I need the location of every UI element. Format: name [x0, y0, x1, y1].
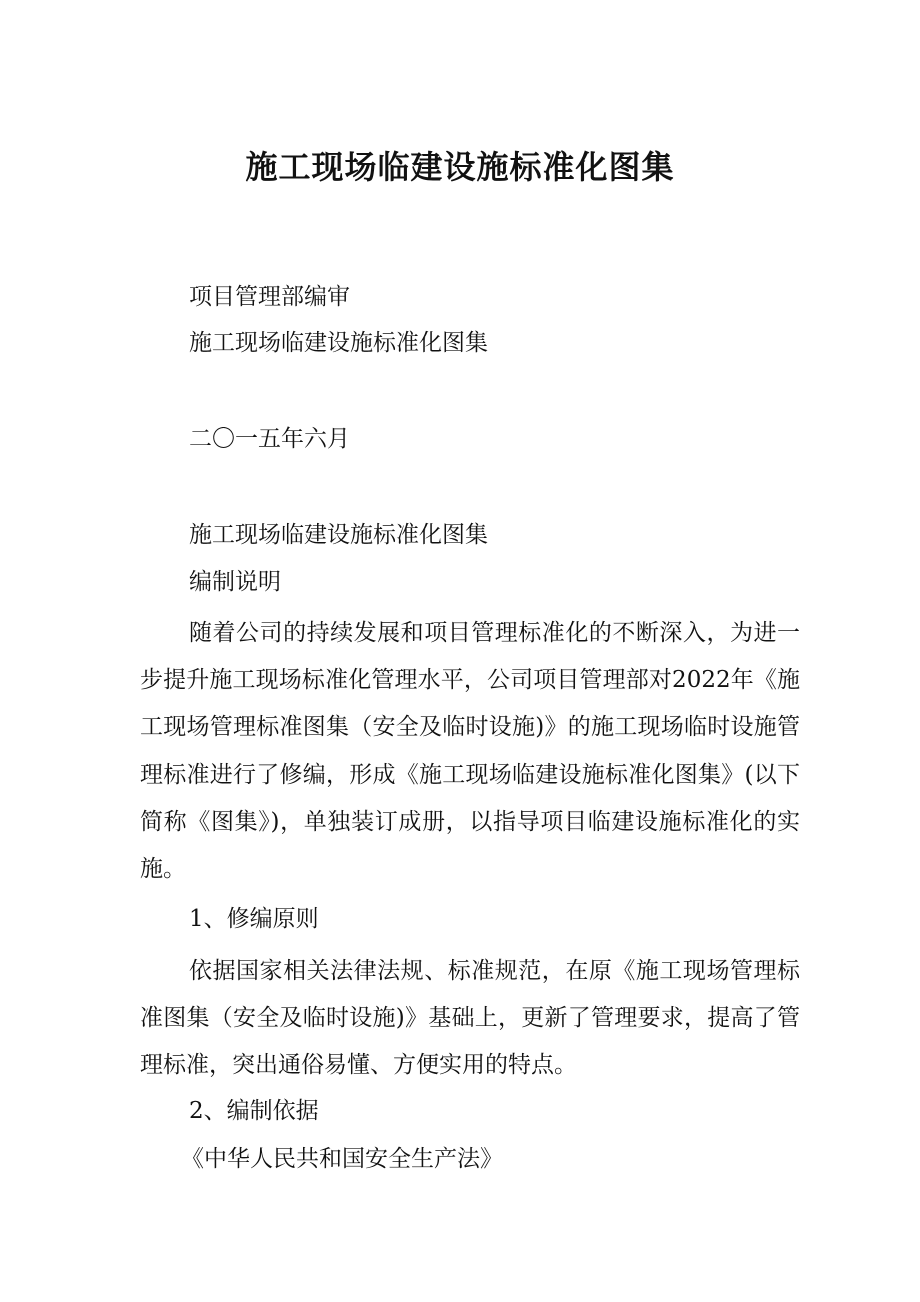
- cover-organization: 项目管理部编审: [189, 284, 350, 310]
- principle-paragraph: 依据国家相关法律法规、标准规范，在原《施工现场管理标准图集（安全及临时设施)》基础上，更新了管理要求，提高了管理标准，突出通俗易懂、方便实用的特点。: [140, 958, 800, 1079]
- cover-title: 施工现场临建设施标准化图集: [189, 330, 488, 356]
- intro-paragraph: 随着公司的持续发展和项目管理标准化的不断深入，为进一步提升施工现场标准化管理水平，公司项目管理部对2022年《施工现场管理标准图集（安全及临时设施)》的施工现场临时设施管理标准进行了修编，形成《施工现场临建设施标准化图集》(以下简称《图集》)，单独装订成册，以指导项目临建设施标准化的实施。: [140, 620, 800, 883]
- cover-date: 二〇一五年六月: [189, 426, 350, 452]
- document-title: 施工现场临建设施标准化图集: [245, 148, 675, 186]
- section-title: 施工现场临建设施标准化图集: [189, 522, 488, 548]
- basis-item: 《中华人民共和国安全生产法》: [181, 1146, 503, 1172]
- principle-heading: 1、修编原则: [189, 906, 319, 932]
- section-heading: 编制说明: [189, 569, 281, 595]
- basis-heading: 2、编制依据: [189, 1098, 319, 1124]
